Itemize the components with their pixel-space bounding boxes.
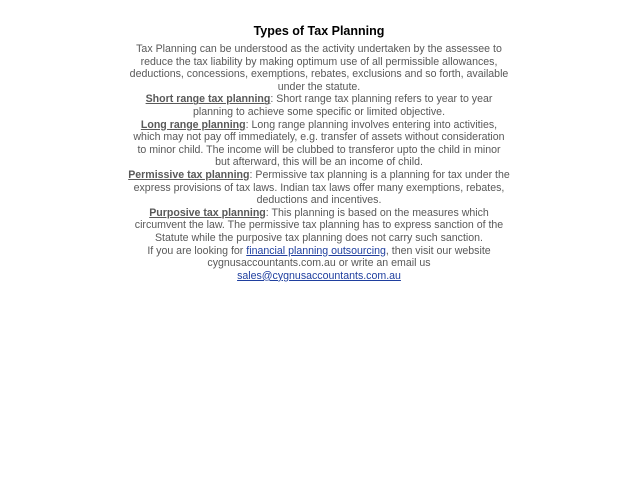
intro-line: under the statute. bbox=[277, 80, 361, 93]
page-title: Types of Tax Planning bbox=[253, 24, 385, 38]
purposive-line: circumvent the law. The permissive tax planning has to express sanction of the bbox=[134, 219, 504, 232]
short-range-paragraph bbox=[96, 93, 542, 118]
intro-line: reduce the tax liability by making optimum use of all permissible allowances, bbox=[140, 55, 498, 68]
purposive-paragraph bbox=[96, 207, 542, 245]
long-range-text: : Long range planning involves entering into activities, bbox=[245, 118, 498, 131]
email-link[interactable]: sales@cygnusaccountants.com.au bbox=[237, 269, 401, 282]
contact-paragraph bbox=[96, 245, 542, 283]
purposive-line bbox=[96, 207, 542, 220]
short-range-text: : Short range tax planning refers to year to year bbox=[270, 93, 493, 106]
contact-line bbox=[96, 270, 542, 283]
purposive-line: Statute while the purposive tax planning does not carry such sanction. bbox=[154, 231, 483, 244]
slide-content bbox=[96, 16, 542, 282]
contact-line: cygnusaccountants.com.au or write an email us bbox=[207, 257, 431, 270]
contact-line bbox=[96, 245, 542, 258]
long-range-line bbox=[96, 119, 542, 132]
permissive-line: express provisions of tax laws. Indian tax laws offer many exemptions, rebates, bbox=[133, 181, 505, 194]
short-range-line: planning to achieve some specific or limited objective. bbox=[192, 105, 446, 118]
permissive-term: Permissive tax planning bbox=[128, 168, 250, 181]
long-range-line: to minor child. The income will be clubbed to transferor upto the child in minor bbox=[137, 143, 501, 156]
long-range-line: which may not pay off immediately, e.g. transfer of assets without consideration bbox=[133, 131, 505, 144]
intro-paragraph bbox=[96, 43, 542, 93]
intro-line: deductions, concessions, exemptions, rebates, exclusions and so forth, available bbox=[129, 68, 509, 81]
permissive-line bbox=[96, 169, 542, 182]
permissive-text: : Permissive tax planning is a planning for tax under the bbox=[249, 168, 510, 181]
contact-suffix: , then visit our website bbox=[385, 244, 491, 257]
intro-line: Tax Planning can be understood as the activity undertaken by the assessee to bbox=[136, 43, 502, 55]
contact-prefix: If you are looking for bbox=[147, 244, 247, 257]
short-range-line bbox=[96, 93, 542, 106]
permissive-paragraph bbox=[96, 169, 542, 207]
short-range-term: Short range tax planning bbox=[145, 93, 271, 106]
purposive-text: : This planning is based on the measures which bbox=[265, 206, 489, 219]
purposive-term: Purposive tax planning bbox=[149, 206, 266, 219]
long-range-line: but afterward, this will be an income of child. bbox=[215, 156, 423, 169]
permissive-line: deductions and incentives. bbox=[256, 194, 382, 207]
financial-planning-outsourcing-link[interactable]: financial planning outsourcing bbox=[246, 244, 386, 257]
long-range-term: Long range planning bbox=[140, 118, 246, 131]
long-range-paragraph bbox=[96, 119, 542, 169]
